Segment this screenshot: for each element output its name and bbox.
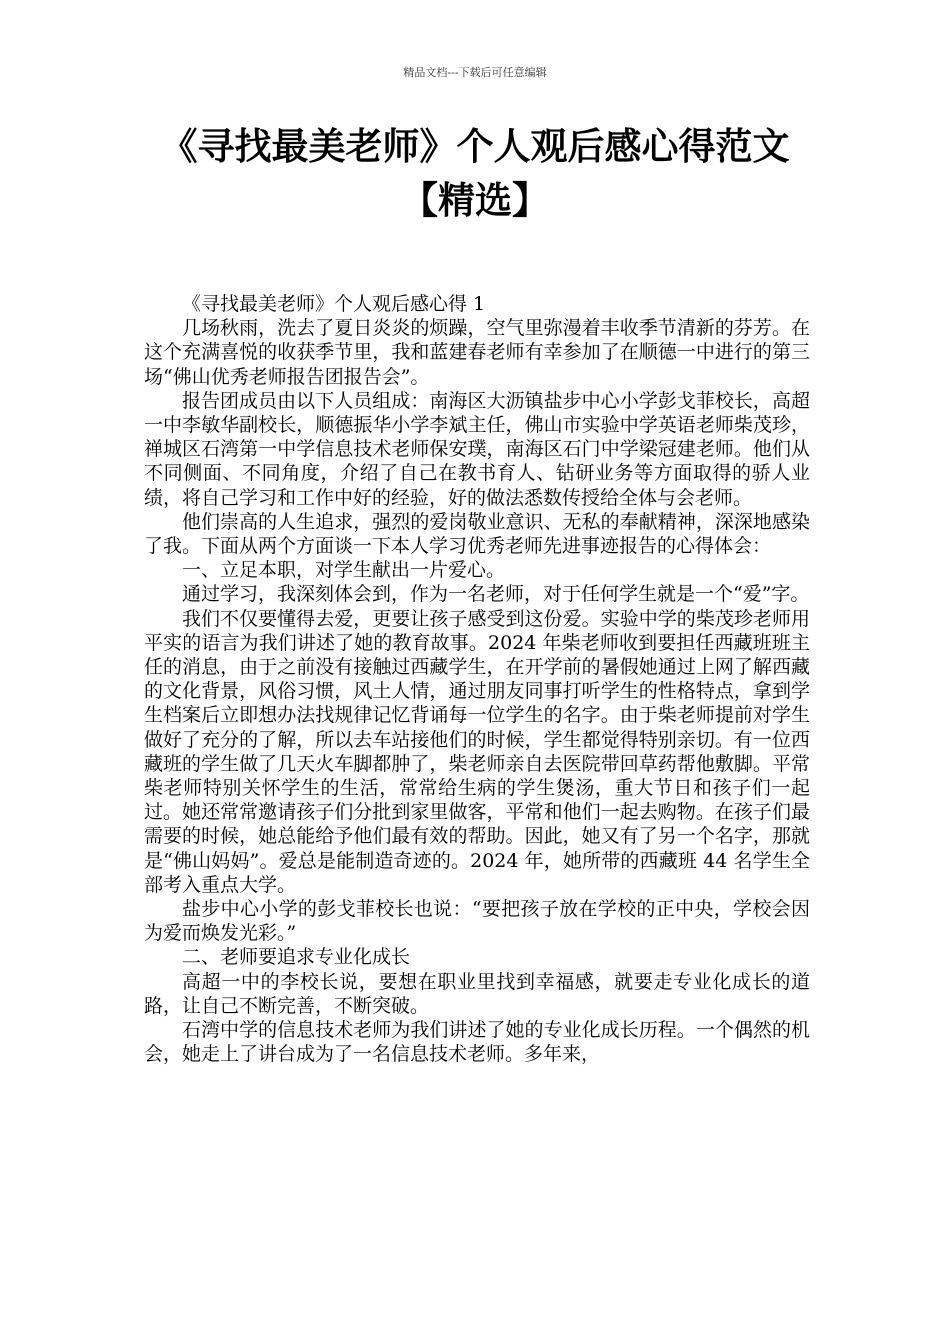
paragraph: 石湾中学的信息技术老师为我们讲述了她的专业化成长历程。一个偶然的机会，她走上了讲台成为了一名信息技术老师。多年来，	[144, 1019, 810, 1066]
header-note: 精品文档---下载后可任意编辑	[403, 66, 547, 79]
sub-heading: 二、老师要追求专业化成长	[182, 946, 411, 969]
paragraph: 我们不仅要懂得去爱，更要让孩子感受到这份爱。实验中学的柴茂珍老师用平实的语言为我们讲述了她的教育故事。2024 年柴老师收到要担任西藏班班主任的消息，由于之前没有接触过西藏学生，在开学前的暑假她通过上网了解西藏的文化背景，风俗习惯，风土人情，通过朋友同事打听学生的性格特点，拿到学生档案后立即想办法找规律记忆背诵每一位学生的名字。由于柴老师提前对学生做好了充分的了解，所以去车站接他们的时候，学生都觉得特别亲切。有一位西藏班的学生做了几天火车脚都肿了，柴老师亲自去医院带回草药帮他敷脚。平常柴老师特别关怀学生的生活，常常给生病的学生煲汤，重大节日和孩子们一起过。她还常常邀请孩子们分批到家里做客，平常和他们一起去购物。在孩子们最需要的时候，她总能给予他们最有效的帮助。因此，她又有了另一个名字，那就是“佛山妈妈”。爱总是能制造奇迹的。2024 年，她所带的西藏班 44 名学生全部考入重点大学。	[144, 607, 810, 896]
document-body	[144, 292, 810, 1067]
paragraph: 报告团成员由以下人员组成：南海区大沥镇盐步中心小学彭戈菲校长，高超一中李敏华副校长，顺德振华小学李斌主任，佛山市实验中学英语老师柴茂珍，禅城区石湾第一中学信息技术老师保安璞，南海区石门中学梁冠建老师。他们从不同侧面、不同角度，介绍了自己在教书育人、钻研业务等方面取得的骄人业绩，将自己学习和工作中好的经验，好的做法悉数传授给全体与会老师。	[144, 389, 810, 509]
paragraph: 他们崇高的人生追求，强烈的爱岗敬业意识、无私的奉献精神，深深地感染了我。下面从两个方面谈一下本人学习优秀老师先进事迹报告的心得体会：	[144, 510, 810, 558]
paragraph: 高超一中的李校长说，要想在职业里找到幸福感，就要走专业化成长的道路，让自己不断完善，不断突破。	[144, 970, 810, 1017]
paragraph: 几场秋雨，洗去了夏日炎炎的烦躁，空气里弥漫着丰收季节清新的芬芳。在这个充满喜悦的收获季节里，我和蓝建春老师有幸参加了在顺德一中进行的第三场“佛山优秀老师报告团报告会”。	[144, 317, 810, 388]
paragraph: 通过学习，我深刻体会到，作为一名老师，对于任何学生就是一个“爱”字。	[182, 583, 810, 606]
title-line-1: 《寻找最美老师》个人观后感心得范文	[160, 125, 790, 168]
section-heading: 《寻找最美老师》个人观后感心得 1	[182, 293, 486, 315]
paragraph: 盐步中心小学的彭戈菲校长也说：“要把孩子放在学校的正中央，学校会因为爱而焕发光彩。”	[144, 898, 810, 945]
document-title	[60, 120, 890, 228]
sub-heading: 一、立足本职，对学生献出一片爱心。	[182, 559, 506, 582]
title-line-2: 【精选】	[401, 179, 549, 222]
